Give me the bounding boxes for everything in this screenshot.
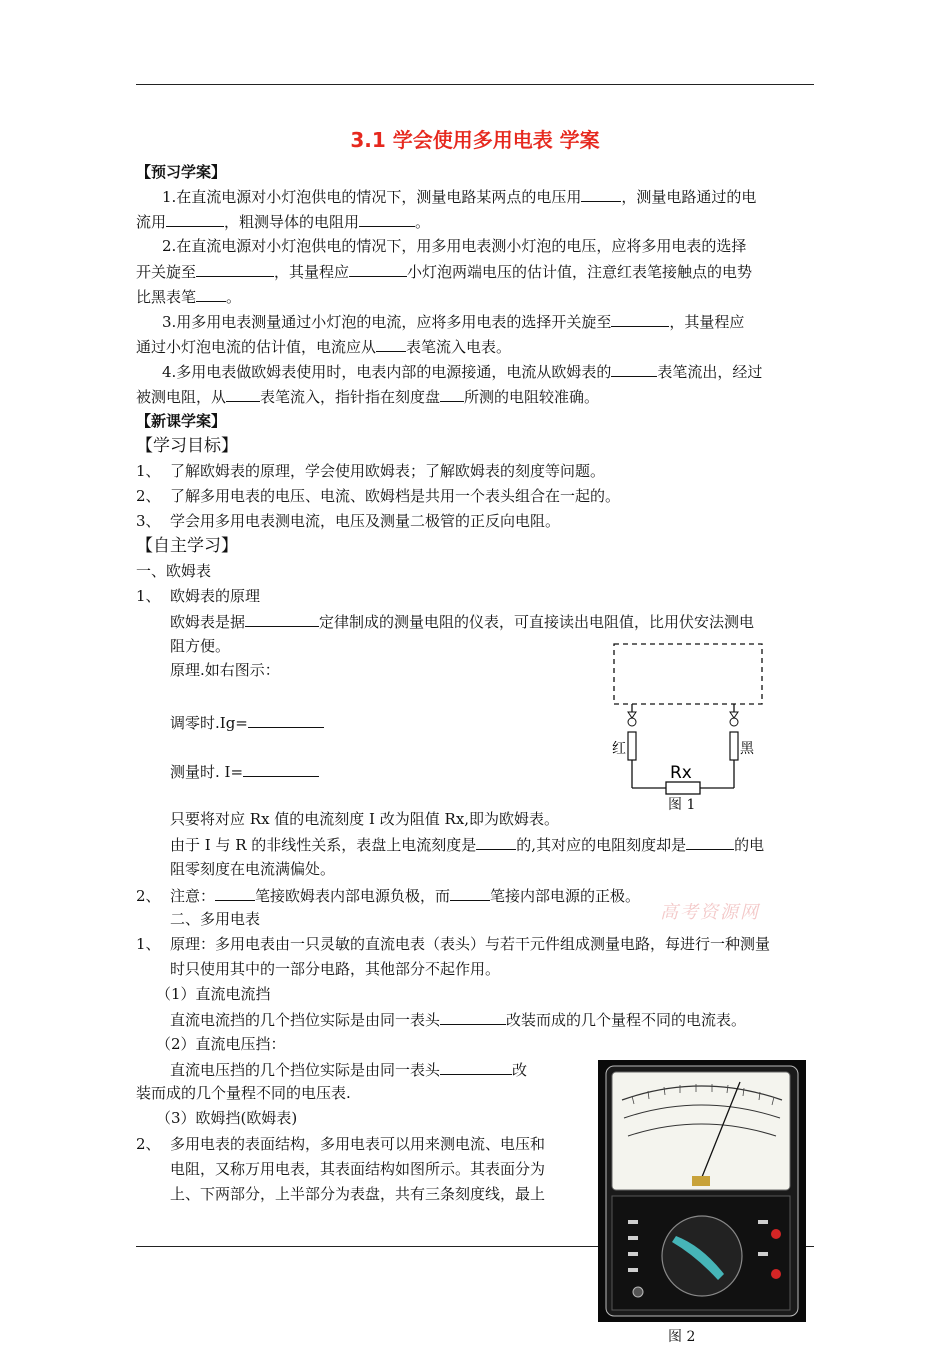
blank	[248, 712, 324, 728]
blank	[450, 885, 490, 901]
zero-adjust-screw	[692, 1176, 710, 1186]
page-title: 3.1 学会使用多用电表 学案	[350, 128, 600, 152]
mm-principle-line2: 时只使用其中的一部分电路，其他部分不起作用。	[170, 960, 501, 978]
preview-q1-line1: 1.在直流电源对小灯泡供电的情况下，测量电路某两点的电压用 ，测量电路通过的电	[162, 188, 757, 206]
ohm-principle-line3: 原理.如右图示：	[170, 661, 280, 679]
red-probe	[628, 732, 636, 760]
blank	[611, 361, 657, 377]
self-study-heading: 【自主学习】	[136, 536, 238, 556]
black-probe	[730, 732, 738, 760]
red-probe-connector	[628, 712, 636, 718]
blank	[196, 261, 274, 277]
preview-q4-line2: 被测电阻，从 表笔流入，指针指在刻度盘 所测的电阻较准确。	[136, 388, 600, 406]
dc-voltage-line1: 直流电压挡的几个挡位实际是由同一表头 改	[170, 1061, 528, 1079]
preview-q1-line2: 流用 ，粗测导体的电阻用 。	[136, 213, 431, 231]
blank	[581, 186, 621, 202]
section-multimeter: 二、多用电表	[170, 910, 261, 928]
dc-current-title: （1）直流电流挡	[156, 985, 271, 1003]
preview-q2-line2: 开关旋至 ，其量程应 小灯泡两端电压的估计值，注意红表笔接触点的电势	[136, 263, 753, 281]
surface-line1: 2、 多用电表的表面结构，多用电表可以用来测电流、电压和	[136, 1135, 546, 1153]
preview-heading: 【预习学案】	[136, 163, 227, 181]
resistor-rx	[666, 782, 700, 794]
header-rule	[136, 84, 814, 85]
preview-q3-line2: 通过小灯泡电流的估计值，电流应从 表笔流入电表。	[136, 338, 512, 356]
blank	[166, 211, 224, 227]
goal-item-3: 3、 学会用多用电表测电流，电压及测量二极管的正反向电阻。	[136, 512, 561, 530]
ohm-principle-line1: 欧姆表是据 定律制成的测量电阻的仪表，可直接读出电阻值，比用伏安法测电	[170, 613, 755, 631]
blank	[349, 261, 407, 277]
measure-line: 测量时. I=	[170, 761, 319, 782]
goal-item-2: 2、 了解多用电表的电压、电流、欧姆档是共用一个表头组合在一起的。	[136, 487, 621, 505]
preview-q3-line1: 3.用多用电表测量通过小灯泡的电流，应将多用电表的选择开关旋至 ，其量程应	[162, 313, 745, 331]
blank	[611, 311, 669, 327]
blank	[440, 386, 464, 402]
preview-q2-line3: 比黑表笔 。	[136, 288, 242, 306]
watermark: 高考资源网	[660, 902, 760, 923]
blank	[440, 1059, 512, 1075]
figure-1-circuit	[608, 640, 768, 810]
dc-current-line: 直流电流挡的几个挡位实际是由同一表头 改装而成的几个量程不同的电流表。	[170, 1011, 747, 1029]
preview-q4-line1: 4.多用电表做欧姆表使用时，电表内部的电源接通，电流从欧姆表的 表笔流出，经过	[162, 363, 763, 381]
blank	[215, 885, 255, 901]
blank	[245, 611, 319, 627]
surface-line3: 上、下两部分，上半部分为表盘，共有三条刻度线，最上	[170, 1185, 546, 1203]
ohm-note-line: 2、 注意： 笔接欧姆表内部电源负极，而 笔接内部电源的正极。	[136, 887, 641, 905]
surface-line2: 电阻，又称万用电表，其表面结构如图所示。其表面分为	[170, 1160, 546, 1178]
ohm-scale-line1: 只要将对应 Rx 值的电流刻度 I 改为阻值 Rx,即为欧姆表。	[170, 810, 560, 828]
blank	[440, 1009, 506, 1025]
ohm-scale-line3: 阻零刻度在电流满偏处。	[170, 860, 336, 878]
newlesson-heading: 【新课学案】	[136, 412, 227, 430]
goals-heading: 【学习目标】	[136, 436, 238, 456]
blank	[476, 834, 516, 850]
figure-1-caption: 图 1	[668, 797, 696, 813]
blank	[686, 834, 734, 850]
black-label: 黑	[740, 741, 754, 757]
ohm-range-title: （3）欧姆挡(欧姆表)	[156, 1109, 298, 1127]
blank	[359, 211, 415, 227]
ohm-principle-title: 1、 欧姆表的原理	[136, 587, 261, 605]
meter-dial	[612, 1072, 790, 1190]
blank	[226, 386, 260, 402]
rx-label: Rx	[670, 763, 692, 783]
blank	[243, 761, 319, 777]
ohm-scale-line2: 由于 I 与 R 的非线性关系，表盘上电流刻度是 的,其对应的电阻刻度却是 的电	[170, 836, 765, 854]
jack-red-top	[771, 1229, 781, 1239]
jack-red-bottom	[771, 1269, 781, 1279]
blank	[376, 336, 406, 352]
red-label: 红	[612, 741, 626, 757]
jack-black	[633, 1287, 643, 1297]
preview-q2-line1: 2.在直流电源对小灯泡供电的情况下，用多用电表测小灯泡的电压，应将多用电表的选择	[162, 237, 747, 255]
figure-2-multimeter	[598, 1060, 806, 1322]
black-probe-connector	[730, 712, 738, 718]
internal-box	[614, 644, 762, 704]
blank	[196, 286, 226, 302]
mm-principle-line1: 1、 原理：多用电表由一只灵敏的直流电表（表头）与若干元件组成测量电路，每进行一种测量	[136, 935, 771, 953]
section-ohmmeter: 一、欧姆表	[136, 562, 212, 580]
goal-item-1: 1、 了解欧姆表的原理，学会使用欧姆表；了解欧姆表的刻度等问题。	[136, 462, 606, 480]
figure-2-caption: 图 2	[668, 1329, 696, 1345]
dc-voltage-title: （2）直流电压挡：	[156, 1035, 286, 1053]
dc-voltage-line2: 装而成的几个量程不同的电压表.	[136, 1084, 351, 1102]
zero-adjust-line: 调零时.Ig=	[170, 712, 324, 733]
ohm-principle-line2: 阻方便。	[170, 637, 231, 655]
